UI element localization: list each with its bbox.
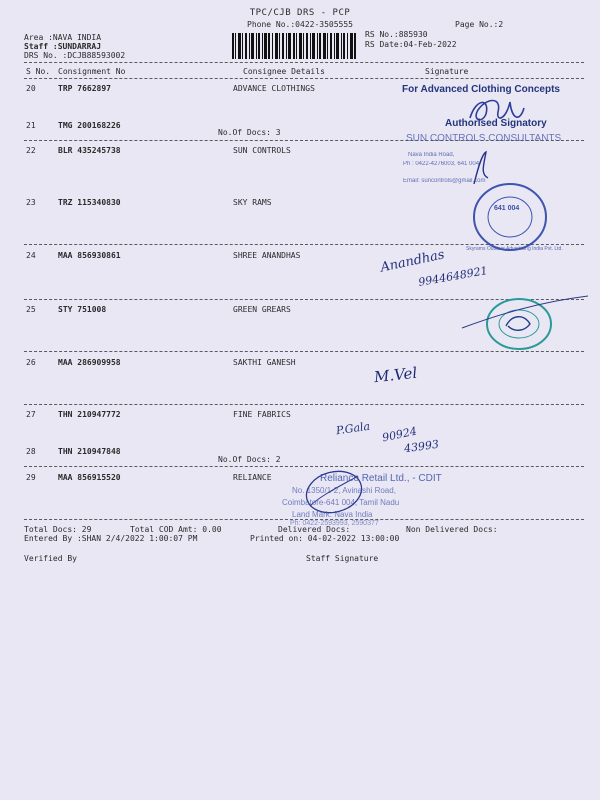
stamp-skyrams-seal: [468, 178, 552, 256]
entered-by: Entered By :SHAN 2/4/2022 1:00:07 PM: [24, 534, 198, 543]
page-number: Page No.:2: [455, 20, 504, 29]
row-consignment: MAA 856915520: [58, 473, 121, 482]
signature-28-name: P.Gala: [335, 419, 371, 438]
row-consignment: TMG 200168226: [58, 121, 121, 130]
row-sno: 29: [26, 473, 36, 482]
printed-on: Printed on: 04-02-2022 13:00:00: [250, 534, 400, 543]
drs-number: DRS No. :DCJB88593002: [24, 51, 126, 60]
row-sno: 24: [26, 251, 36, 260]
row-sno: 20: [26, 84, 36, 93]
pen-stroke-icon: [460, 292, 590, 332]
divider: [24, 78, 584, 79]
row-sno: 26: [26, 358, 36, 367]
signature-24-name: Anandhas: [379, 247, 446, 276]
signature-28-phone2: 43993: [403, 437, 440, 456]
stamp-advanced-clothing-line1: For Advanced Clothing Concepts: [402, 84, 560, 95]
barcode: [232, 33, 356, 59]
signature-24-phone: 9944648921: [417, 264, 489, 289]
row-consignee: RELIANCE: [233, 473, 272, 482]
stamp-sun-line1: SUN CONTROLS CONSULTANTS: [406, 133, 562, 144]
row-sno: 22: [26, 146, 36, 155]
row-sno: 28: [26, 447, 36, 456]
row-sno: 23: [26, 198, 36, 207]
row-consignment: BLR 435245738: [58, 146, 121, 155]
row-consignee: ADVANCE CLOTHINGS: [233, 84, 315, 93]
phone-number: Phone No.:0422-3505555: [247, 20, 353, 29]
col-consignment: Consignment No: [58, 67, 126, 76]
delivered-docs: Delivered Docs:: [278, 525, 351, 534]
document-title: TPC/CJB DRS - PCP: [249, 8, 351, 18]
row-sno: 21: [26, 121, 36, 130]
total-docs: Total Docs: 29: [24, 525, 92, 534]
row-consignment: THN 210947772: [58, 410, 121, 419]
row-sno: 27: [26, 410, 36, 419]
row-consignee: SAKTHI GANESH: [233, 358, 296, 367]
non-delivered-docs: Non Delivered Docs:: [406, 525, 498, 534]
col-sno: S No.: [26, 67, 51, 76]
no-of-docs: No.Of Docs: 3: [218, 128, 281, 137]
rs-date: RS Date:04-Feb-2022: [365, 40, 457, 49]
row-consignment: TRZ 115340830: [58, 198, 121, 207]
row-consignment: TRP 7662897: [58, 84, 111, 93]
rs-number: RS No.:885930: [365, 30, 428, 39]
signature-26: M.Vel: [373, 363, 419, 387]
row-consignee: GREEN GREARS: [233, 305, 291, 314]
stamp-reliance-line2: No. 1350/1-2, Avinashi Road,: [292, 486, 396, 495]
verified-by: Verified By: [24, 554, 77, 563]
stamp-sun-line3: Ph : 0422-4276003, 641 004: [403, 161, 480, 167]
stamp-skyrams-ring: Skyrams Outdoor Advertising India Pvt. Ltd.: [466, 246, 563, 252]
stamp-skyrams-center: 641 004: [494, 205, 520, 212]
row-consignee: SHREE ANANDHAS: [233, 251, 301, 260]
divider: [24, 62, 584, 63]
area: Area :NAVA INDIA: [24, 33, 102, 42]
row-consignment: MAA 286909958: [58, 358, 121, 367]
row-consignee: FINE FABRICS: [233, 410, 291, 419]
row-consignment: STY 751008: [58, 305, 107, 314]
stamp-reliance-line4: Land Mark: Nava India: [292, 510, 373, 519]
row-consignment: MAA 856930861: [58, 251, 121, 260]
stamp-reliance-line3: Coimbatore-641 004, Tamil Nadu: [282, 498, 400, 507]
signature-28-phone1: 90924: [381, 424, 418, 445]
col-signature: Signature: [425, 67, 469, 76]
col-consignee: Consignee Details: [243, 67, 325, 76]
row-consignee: SKY RAMS: [233, 198, 272, 207]
stamp-reliance-line5: Ph: 0422-2593993, 2590377: [290, 520, 379, 527]
row-consignee: SUN CONTROLS: [233, 146, 291, 155]
row-sno: 25: [26, 305, 36, 314]
no-of-docs: No.Of Docs: 2: [218, 455, 281, 464]
stamp-advanced-clothing-line2: Authorised Signatory: [445, 118, 547, 129]
stamp-reliance-line1: Reliance Retail Ltd., - CDIT: [320, 473, 442, 484]
stamp-sun-line4: Email: suncontrols@gmail.com: [403, 178, 486, 184]
total-cod-amount: Total COD Amt: 0.00: [130, 525, 222, 534]
stamp-sun-line2: Nava India Road,: [408, 152, 455, 158]
divider: [24, 404, 584, 405]
row-consignment: THN 210947848: [58, 447, 121, 456]
staff: Staff :SUNDARRAJ: [24, 42, 102, 51]
staff-signature: Staff Signature: [306, 554, 379, 563]
